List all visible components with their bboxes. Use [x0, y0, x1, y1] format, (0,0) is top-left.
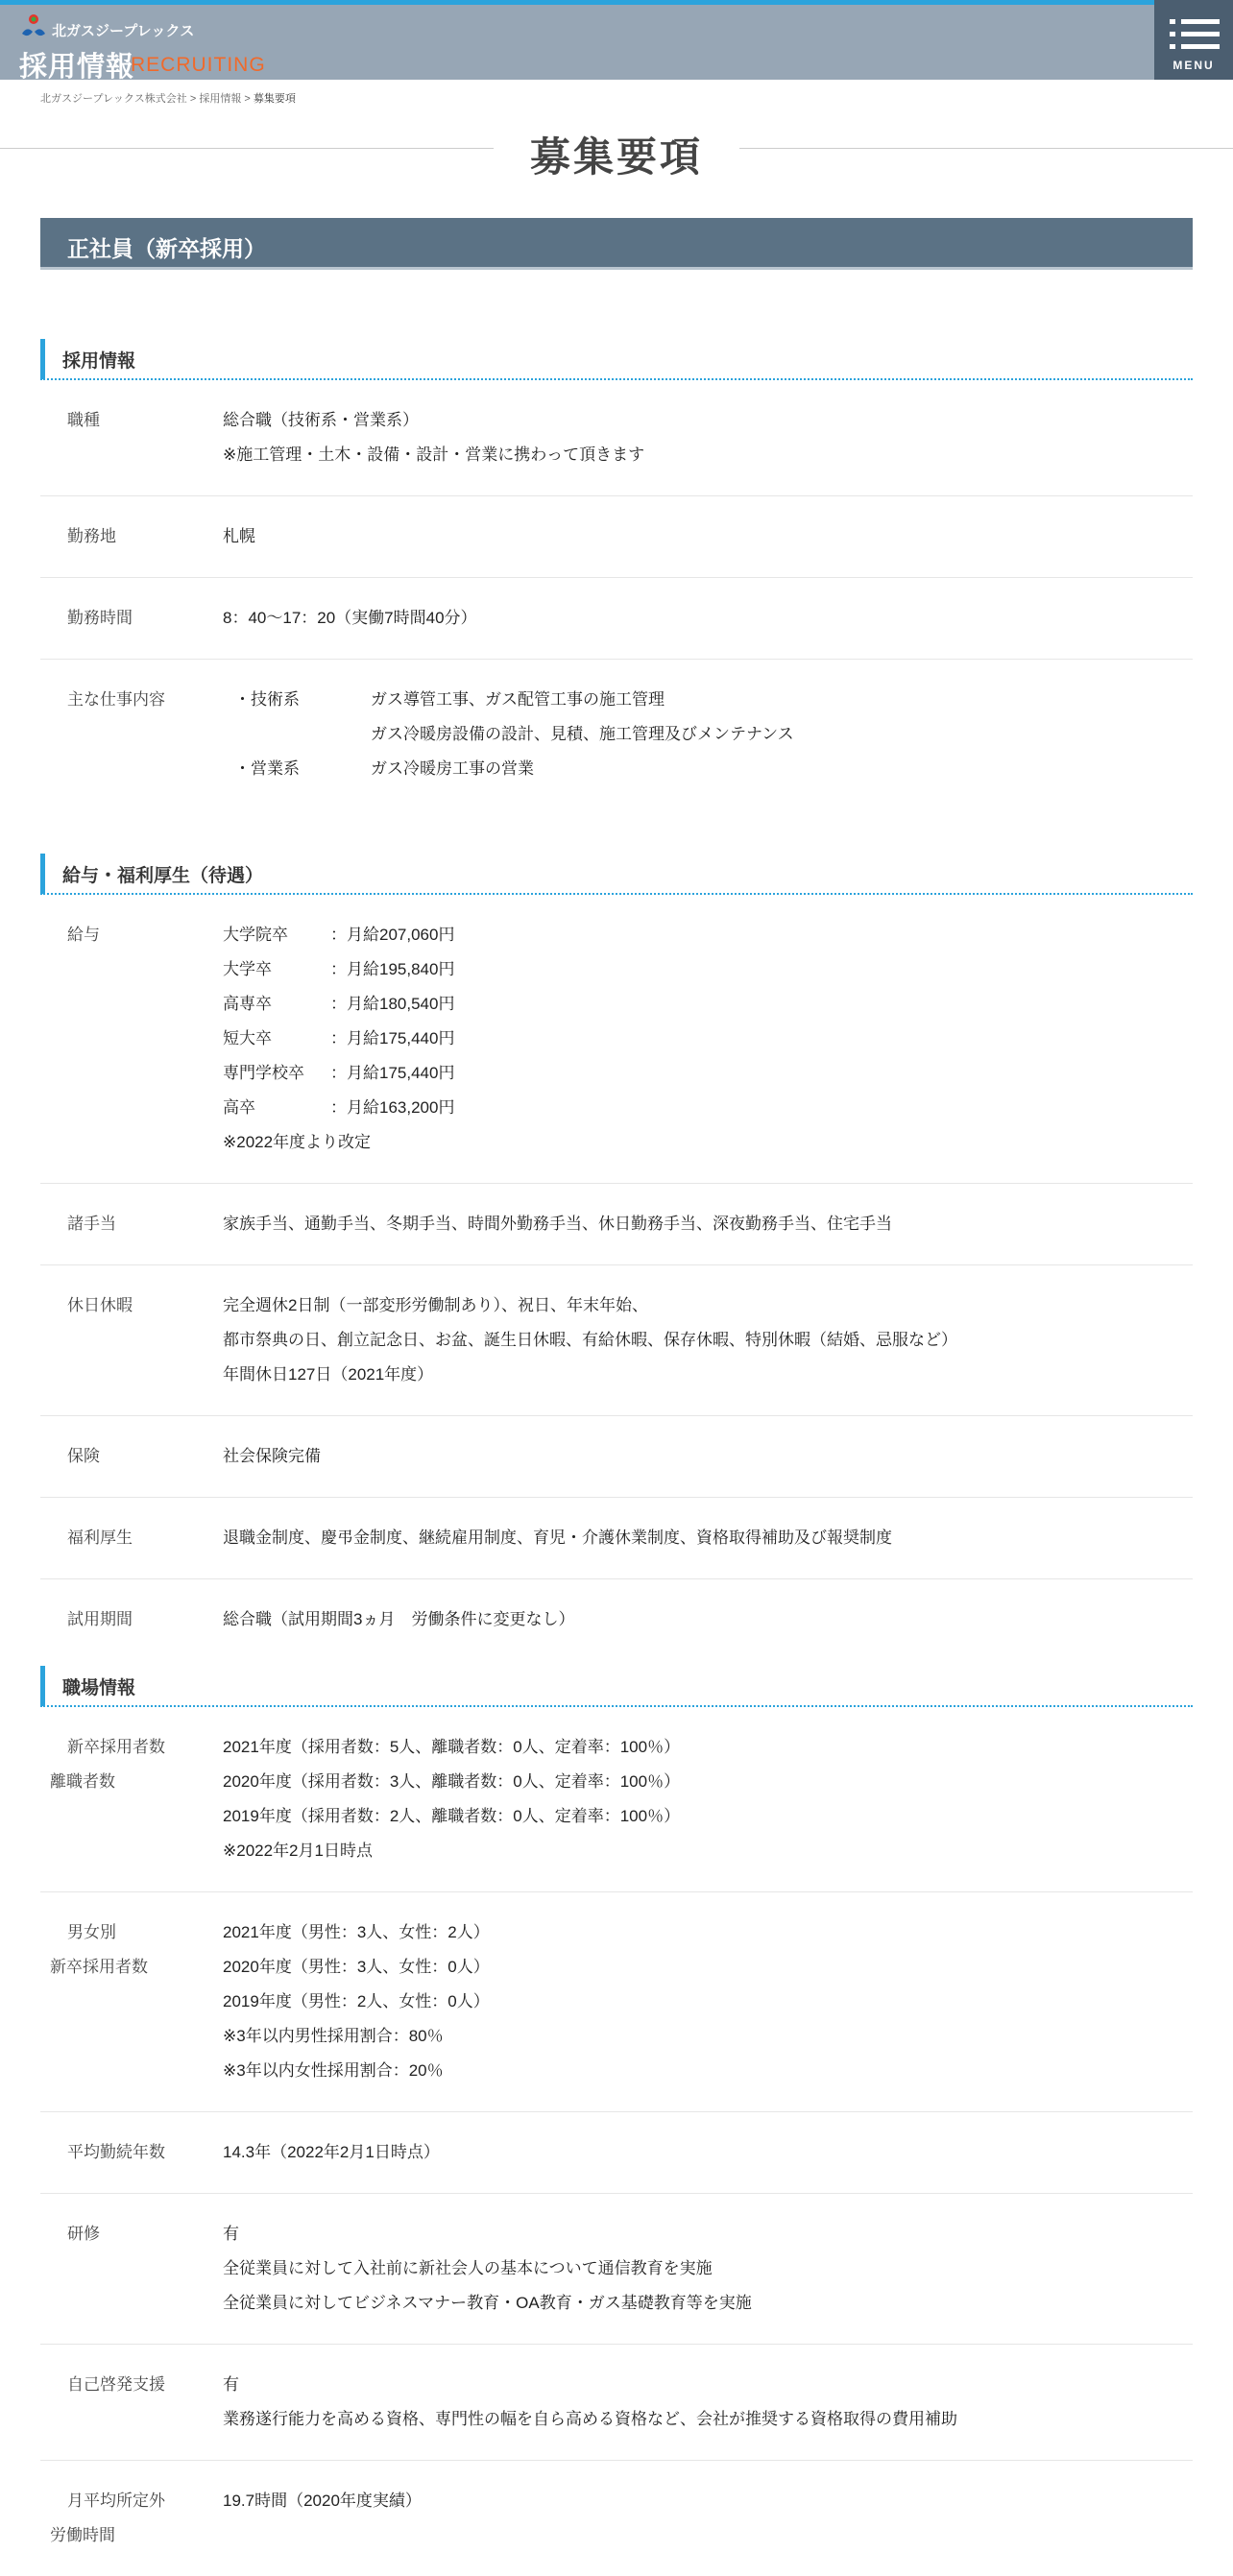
site-title[interactable]: 採用情報 — [19, 52, 135, 83]
row-allowances — [40, 1184, 1193, 1265]
row-label: 自己啓発支援 — [67, 2375, 165, 2394]
company-name[interactable]: 北ガスジープレックス — [52, 23, 195, 39]
row-welfare — [40, 1498, 1193, 1579]
breadcrumb-link-company[interactable]: 北ガスジープレックス株式会社 — [40, 93, 187, 105]
breadcrumb — [0, 80, 1233, 108]
row-job-type — [40, 380, 1193, 496]
row-value: 家族手当、通勤手当、冬期手当、時間外勤務手当、休日勤務手当、深夜勤務手当、住宅手当 — [223, 1215, 892, 1233]
row-label: 勤務時間 — [67, 609, 133, 627]
row-value: 2021年度（男性：3人、女性：2人） 2020年度（男性：3人、女性：0人） 2019年度（男性：2人、女性：0人） ※3年以内男性採用割合：80％ ※3年以内女性採用割合：20％ — [223, 1923, 490, 2080]
row-overtime — [40, 2461, 1193, 2576]
row-hours — [40, 578, 1193, 660]
row-label: 研修 — [67, 2225, 100, 2243]
row-gender-hires — [40, 1892, 1193, 2112]
row-label: 職種 — [67, 411, 100, 429]
row-trial-period — [40, 1579, 1193, 1660]
work-item-sales: ・営業系 ガス冷暖房工事の営業 — [234, 759, 534, 778]
breadcrumb-link-recruit[interactable]: 採用情報 — [199, 93, 242, 105]
row-value: 有 全従業員に対して入社前に新社会人の基本について通信教育を実施 全従業員に対してビジネスマナー教育・OA教育・ガス基礎教育等を実施 — [223, 2225, 752, 2312]
row-salary — [40, 895, 1193, 1184]
row-tenure — [40, 2112, 1193, 2194]
row-value: 有 業務遂行能力を高める資格、専門性の幅を自ら高める資格など、会社が推奨する資格取得の費用補助 — [223, 2375, 957, 2428]
row-label: 保険 — [67, 1447, 100, 1465]
row-label: 月平均所定外 労働時間 — [50, 2492, 165, 2544]
company-logo-icon — [19, 12, 48, 41]
row-value: 社会保険完備 — [223, 1447, 321, 1465]
menu-button[interactable] — [1154, 0, 1233, 80]
work-item-tech: ・技術系 ガス導管工事、ガス配管工事の施工管理 ガス冷暖房設備の設計、見積、施工管理及びメンテナンス — [234, 690, 794, 743]
row-value: 完全週休2日制（一部変形労働制あり）、祝日、年末年始、 都市祭典の日、創立記念日、お盆、誕生日休暇、有給休暇、保存休暇、特別休暇（結婚、忌服など） 年間休日127日（2021年度） — [223, 1296, 957, 1384]
row-value: 2021年度（採用者数：5人、離職者数：0人、定着率：100％） 2020年度（採用者数：3人、離職者数：0人、定着率：100％） 2019年度（採用者数：2人、離職者数：0人、定着率：100％） ※2022年2月1日時点 — [223, 1738, 681, 1860]
row-value: 14.3年（2022年2月1日時点） — [223, 2143, 440, 2161]
breadcrumb-current: 募集要項 — [253, 93, 296, 105]
section-heading-recruit: 採用情報 — [40, 339, 1193, 380]
site-header — [0, 5, 1233, 83]
row-value: 退職金制度、慶弔金制度、継続雇用制度、育児・介護休業制度、資格取得補助及び報奨制度 — [223, 1529, 892, 1547]
breadcrumb-separator: > — [189, 93, 200, 105]
row-label: 休日休暇 — [67, 1296, 133, 1314]
page-title: 募集要項 — [494, 126, 739, 183]
row-value: 8：40～17：20（実働7時間40分） — [223, 609, 477, 627]
row-label: 新卒採用者数 離職者数 — [50, 1738, 165, 1791]
row-label: 男女別 新卒採用者数 — [50, 1923, 148, 1976]
page-title-area — [0, 108, 1233, 195]
row-self-development — [40, 2345, 1193, 2461]
row-value: 大学院卒 ：月給207,060円 大学卒 ：月給195,840円 高専卒 ：月給180,540円 短大卒 ：月給175,440円 専門学校卒 ：月給175,440円 高卒 ：月給163,200円 ※2022年度より改定 — [223, 926, 455, 1151]
row-training — [40, 2194, 1193, 2345]
section-heading-salary: 給与・福利厚生（待遇） — [40, 854, 1193, 895]
row-label: 福利厚生 — [67, 1529, 133, 1547]
row-value: 札幌 — [223, 527, 255, 545]
row-holidays — [40, 1265, 1193, 1416]
row-work-content — [40, 660, 1193, 809]
breadcrumb-separator: > — [244, 93, 254, 105]
row-insurance — [40, 1416, 1193, 1498]
row-value: 総合職（技術系・営業系） ※施工管理・土木・設備・設計・営業に携わって頂きます — [223, 411, 645, 464]
section-heading-workplace: 職場情報 — [40, 1666, 1193, 1707]
row-new-hires — [40, 1707, 1193, 1892]
row-location — [40, 496, 1193, 578]
row-label: 平均勤続年数 — [67, 2143, 165, 2161]
row-label: 給与 — [67, 926, 100, 944]
site-title-en[interactable]: RECRUITING — [131, 54, 266, 76]
row-value — [223, 683, 1193, 786]
main-content — [0, 218, 1233, 2576]
category-heading: 正社員（新卒採用） — [40, 218, 1193, 270]
row-label: 主な仕事内容 — [67, 690, 165, 709]
row-label: 試用期間 — [67, 1610, 133, 1628]
menu-label: MENU — [1173, 59, 1215, 72]
row-value: 19.7時間（2020年度実績） — [223, 2492, 422, 2510]
row-label: 勤務地 — [67, 527, 116, 545]
row-label: 諸手当 — [67, 1215, 116, 1233]
row-value: 総合職（試用期間3ヵ月 労働条件に変更なし） — [223, 1610, 575, 1628]
hamburger-icon — [1170, 19, 1220, 57]
